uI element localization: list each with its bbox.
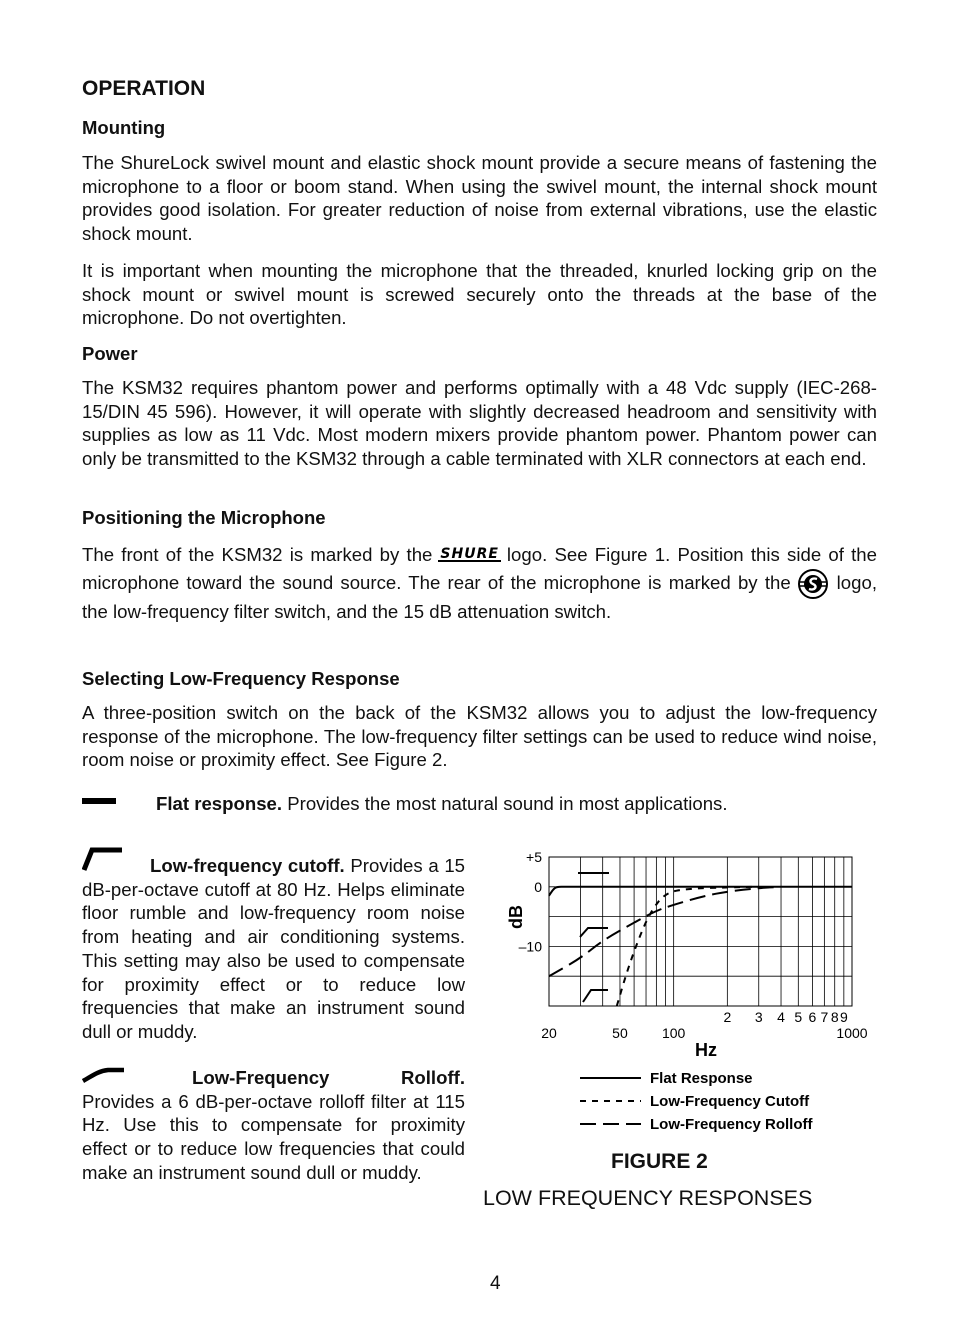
figure-title: FIGURE 2: [611, 1150, 708, 1173]
power-paragraph: The KSM32 requires phantom power and performs optimally with a 48 Vdc supply (IEC-268-15/DIN 45 596). However, it will operate with slightly decreased headroom and sensitivity with supplies as low as 11 Vdc. Most modern mixers provide phantom power. Phantom power can only be transmitted to the KSM32 through a cable terminated with XLR connectors at each end.: [82, 377, 877, 470]
chart-grid: [549, 857, 852, 1006]
positioning-paragraph: [82, 543, 877, 624]
lowfreq-rolloff-text: Provides a 6 dB-per-octave rolloff filter at 115 Hz. Use this to compensate for proximity effect or to reduce low frequencies that could make an instrument sound dull or muddy.: [82, 1090, 465, 1183]
chart-filter-symbols: [578, 873, 609, 1002]
x-tick-label: 20: [541, 1025, 557, 1041]
legend-label-0: Flat Response: [650, 1070, 753, 1087]
x-tick-label: 5: [794, 1009, 803, 1025]
lowfreq-paragraph: A three-position switch on the back of the KSM32 allows you to adjust the low-frequency response of the microphone. The low-frequency filter settings can be used to reduce wind noise, room noise or proximity effect. See Figure 2.: [82, 702, 877, 771]
y-tick-label: 0: [534, 878, 542, 895]
x-tick-label: 6: [808, 1009, 817, 1025]
lowfreq-rolloff-title: Low-Frequency Rolloff.: [192, 1067, 465, 1088]
chart-ticks: [519, 849, 868, 1041]
mounting-paragraph-2: It is important when mounting the microphone that the threaded, knurled locking grip on the shock mount or swivel mount is screwed securely onto the threads at the base of the microphone. Do not overtighten.: [82, 260, 877, 329]
page-number: 4: [490, 1273, 501, 1294]
flat-response-text: Provides the most natural sound in most applications.: [287, 793, 728, 814]
lowfreq-cutoff-item: [82, 854, 465, 1044]
flat-response-title: Flat response.: [156, 793, 283, 814]
x-tick-label: 1000: [836, 1025, 868, 1041]
x-tick-label: 2: [723, 1009, 732, 1025]
power-title: Power: [82, 343, 138, 364]
flat-response-symbol-icon: [82, 797, 116, 807]
x-tick-label: 100: [661, 1025, 686, 1041]
x-tick-label: 7: [820, 1009, 829, 1025]
shure-logo: SHURE: [440, 545, 499, 562]
mounting-title: Mounting: [82, 117, 166, 138]
rolloff-symbol-in-chart: [580, 928, 608, 937]
x-tick-label: 3: [754, 1009, 763, 1025]
lowfreq-title: Selecting Low-Frequency Response: [82, 668, 400, 689]
legend-label-1: Low-Frequency Cutoff: [650, 1093, 810, 1110]
x-tick-label: 50: [612, 1025, 628, 1041]
x-tick-label: 9: [839, 1009, 848, 1025]
figure-subtitle: LOW FREQUENCY RESPONSES: [483, 1186, 813, 1210]
mounting-paragraph-1: The ShureLock swivel mount and elastic shock mount provide a secure means of fastening the microphone to a floor or boom stand. When using the swivel mount, the internal shock mount provides good isolation. For greater reduction of noise from external vibrations, use the elastic shock mount.: [82, 152, 877, 245]
plot-frame: [549, 857, 852, 1006]
x-tick-label: 4: [777, 1009, 785, 1025]
low-frequency-response-chart: [500, 840, 890, 1150]
chart-legend: [580, 1070, 814, 1133]
positioning-text-a: The front of the KSM32 is marked by the: [82, 544, 433, 565]
x-axis-label: Hz: [695, 1040, 717, 1060]
positioning-text-b: logo. See Figure 1. Position this side of the microphone toward the sound source. The rear of the microphone is marked by the: [82, 544, 877, 593]
lowfreq-cutoff-text: Provides a 15 dB-per-octave cutoff at 80 Hz. Helps eliminate floor rumble and low-frequency room noise from heating and air conditioning systems. This setting may also be used to compensate for proximity effect or to reduce low frequencies that make an instrument sound dull or muddy.: [82, 855, 466, 1042]
lowfreq-rolloff-item: [82, 1066, 465, 1185]
cutoff-symbol-in-chart: [583, 990, 608, 1002]
y-tick-label: +5: [526, 849, 542, 865]
positioning-text-c: logo, the low-frequency filter switch, and the 15 dB attenuation switch.: [82, 571, 877, 622]
y-tick-label: –10: [518, 938, 542, 955]
flat-response-item: [156, 792, 877, 816]
positioning-title: Positioning the Microphone: [82, 507, 326, 528]
x-tick-label: 8: [830, 1009, 839, 1025]
legend-label-2: Low-Frequency Rolloff: [650, 1116, 813, 1133]
lowfreq-cutoff-title: Low-frequency cutoff.: [150, 855, 345, 876]
shure-circle-logo-icon: [797, 568, 829, 600]
y-axis-label: dB: [506, 905, 526, 929]
section-heading: OPERATION: [82, 77, 206, 100]
